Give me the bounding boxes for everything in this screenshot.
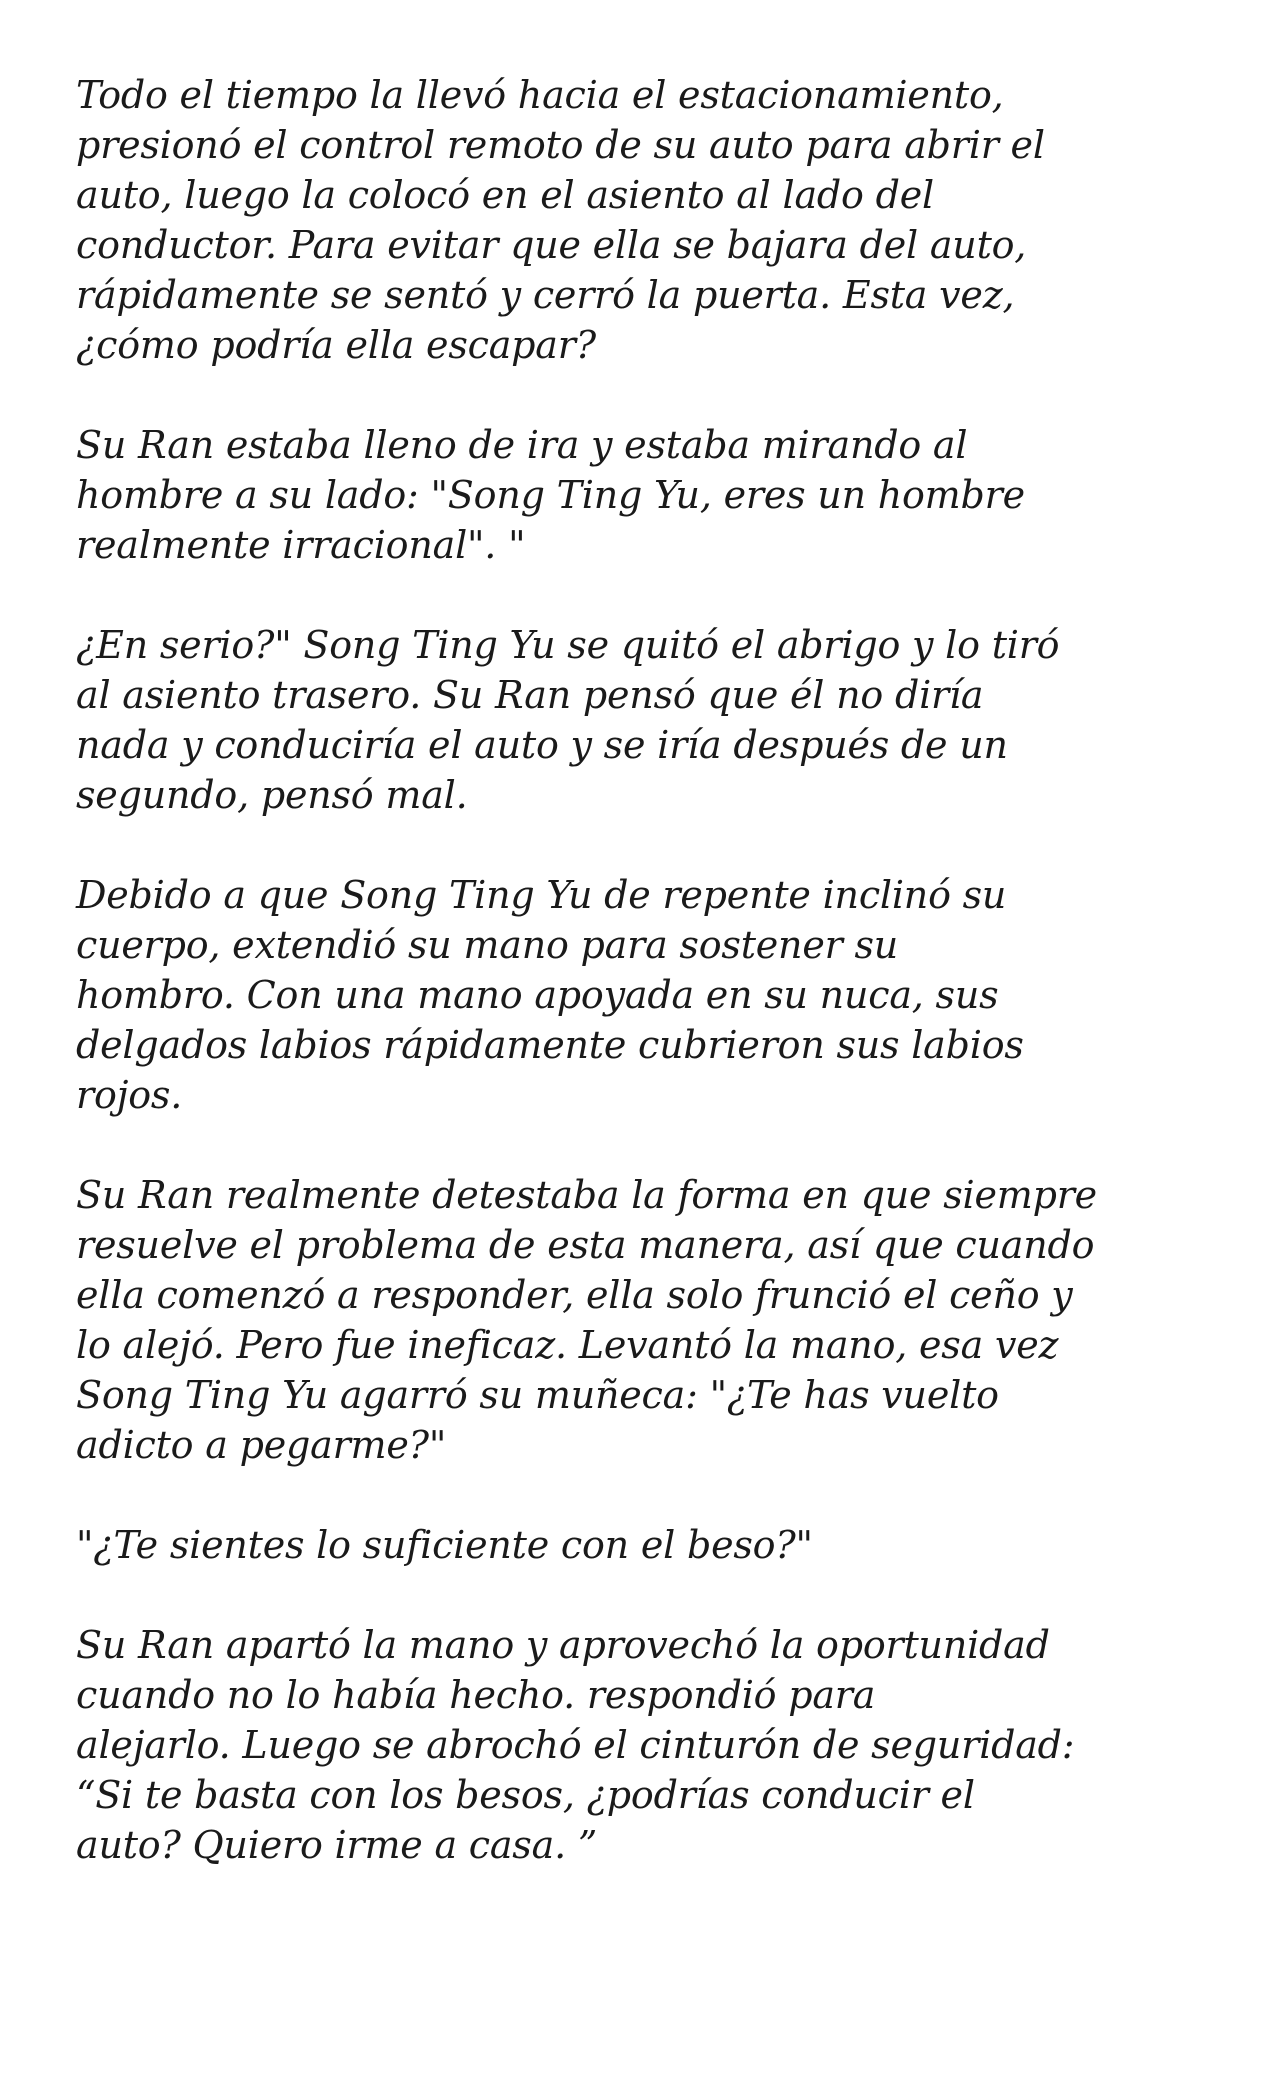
- text-line: cuando no lo había hecho. respondió para: [76, 1673, 876, 1717]
- text-line: ¿En serio?" Song Ting Yu se quitó el abrigo y lo tiró: [76, 623, 1060, 667]
- text-line: “Si te basta con los besos, ¿podrías conducir el: [76, 1773, 975, 1817]
- paragraph-3: [76, 620, 1216, 820]
- text-line: presionó el control remoto de su auto para abrir el: [76, 123, 1045, 167]
- text-line: nada y conduciría el auto y se iría después de un: [76, 723, 1008, 767]
- text-line: alejarlo. Luego se abrochó el cinturón de seguridad:: [76, 1723, 1075, 1767]
- text-line: hombro. Con una mano apoyada en su nuca, sus: [76, 973, 999, 1017]
- text-line: Su Ran realmente detestaba la forma en que siempre: [76, 1173, 1097, 1217]
- text-line: auto, luego la colocó en el asiento al lado del: [76, 173, 934, 217]
- text-line: cuerpo, extendió su mano para sostener su: [76, 923, 899, 967]
- paragraph-7: [76, 1620, 1216, 1870]
- text-line: segundo, pensó mal.: [76, 773, 468, 817]
- text-line: realmente irracional". ": [76, 523, 526, 567]
- paragraph-6: [76, 1520, 1216, 1570]
- text-line: Song Ting Yu agarró su muñeca: "¿Te has vuelto: [76, 1373, 999, 1417]
- text-line: auto? Quiero irme a casa. ”: [76, 1823, 598, 1867]
- text-line: hombre a su lado: "Song Ting Yu, eres un hombre: [76, 473, 1025, 517]
- text-line: Debido a que Song Ting Yu de repente inclinó su: [76, 873, 1007, 917]
- paragraph-4: [76, 870, 1216, 1120]
- text-line: rápidamente se sentó y cerró la puerta. Esta vez,: [76, 273, 1015, 317]
- text-line: rojos.: [76, 1073, 183, 1117]
- text-line: lo alejó. Pero fue ineficaz. Levantó la mano, esa vez: [76, 1323, 1059, 1367]
- text-line: resuelve el problema de esta manera, así que cuando: [76, 1223, 1095, 1267]
- paragraph-1: [76, 70, 1216, 370]
- text-line: Su Ran estaba lleno de ira y estaba mirando al: [76, 423, 968, 467]
- story-text: [76, 70, 1216, 1920]
- text-line: Su Ran apartó la mano y aprovechó la oportunidad: [76, 1623, 1050, 1667]
- text-line: conductor. Para evitar que ella se bajara del auto,: [76, 223, 1027, 267]
- text-line: delgados labios rápidamente cubrieron sus labios: [76, 1023, 1024, 1067]
- text-line: ella comenzó a responder, ella solo frunció el ceño y: [76, 1273, 1073, 1317]
- paragraph-5: [76, 1170, 1216, 1470]
- text-line: Todo el tiempo la llevó hacia el estacionamiento,: [76, 73, 1004, 117]
- text-line: adicto a pegarme?": [76, 1423, 447, 1467]
- text-line: al asiento trasero. Su Ran pensó que él no diría: [76, 673, 984, 717]
- paragraph-2: [76, 420, 1216, 570]
- text-line: ¿cómo podría ella escapar?: [76, 323, 596, 367]
- text-line: "¿Te sientes lo suficiente con el beso?": [76, 1523, 813, 1567]
